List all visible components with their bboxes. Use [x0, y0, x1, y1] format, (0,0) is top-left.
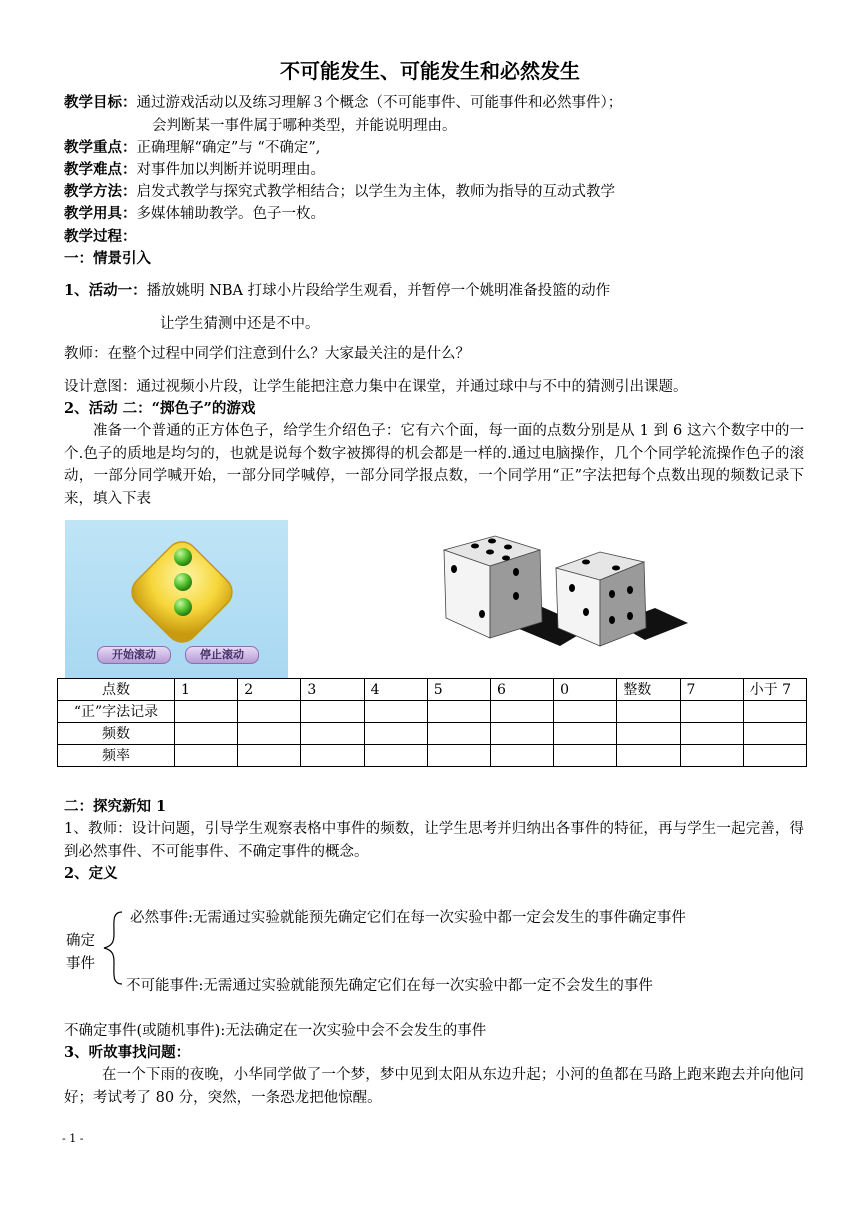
section2-heading: 二：探究新知 1 — [64, 798, 167, 815]
table-cell — [301, 723, 364, 745]
activity1-cont: 让学生猜测中还是不中。 — [160, 316, 320, 332]
two-dice-icon — [440, 528, 690, 648]
meta-text: 对事件加以判断并说明理由。 — [136, 162, 325, 178]
table-cell — [238, 745, 301, 767]
table-cell — [175, 745, 238, 767]
definition-uncertain: 不确定事件(或随机事件):无法确定在一次实验中会不会发生的事件 — [64, 1023, 487, 1039]
table-cell — [490, 745, 553, 767]
table-cell — [364, 723, 427, 745]
definition-certain: 必然事件:无需通过实验就能预先确定它们在每一次实验中都一定会发生的事件确定事件 — [130, 910, 686, 926]
table-header-cell: 2 — [238, 679, 301, 701]
table-header-cell: 1 — [175, 679, 238, 701]
section2-item3-heading: 3、听故事找问题： — [64, 1044, 191, 1061]
table-header-cell: 3 — [301, 679, 364, 701]
table-cell — [427, 723, 490, 745]
table-cell — [680, 701, 743, 723]
table-cell — [301, 701, 364, 723]
table-cell — [743, 745, 806, 767]
table-cell — [743, 701, 806, 723]
table-cell — [175, 701, 238, 723]
table-cell — [554, 723, 617, 745]
meta-text: 启发式教学与探究式教学相结合；以学生为主体，教师为指导的互动式教学 — [136, 184, 615, 200]
meta-objective-cont: 会判断某一事件属于哪种类型，并能说明理由。 — [152, 118, 457, 134]
table-header-cell: 小于 7 — [743, 679, 806, 701]
table-cell — [364, 701, 427, 723]
record-table — [57, 678, 807, 767]
table-header-cell: 7 — [680, 679, 743, 701]
table-row — [58, 745, 807, 767]
table-header-cell: 整数 — [617, 679, 680, 701]
dice-widget — [65, 520, 288, 678]
table-cell — [301, 745, 364, 767]
table-cell — [617, 723, 680, 745]
page-title: 不可能发生、可能发生和必然发生 — [280, 59, 580, 83]
meta-text: 多媒体辅助教学。色子一枚。 — [136, 206, 325, 222]
table-cell — [175, 723, 238, 745]
teacher-question: 教师：在整个过程中同学们注意到什么？大家最关注的是什么？ — [64, 346, 470, 362]
meta-label: 教学用具： — [64, 205, 137, 222]
meta-text: 正确理解“确定”与 “不确定”, — [136, 140, 321, 156]
table-cell — [554, 701, 617, 723]
table-header-cell: 点数 — [58, 679, 175, 701]
meta-text: 通过游戏活动以及练习理解３个概念（不可能事件、可能事件和必然事件）； — [136, 95, 623, 111]
meta-tools — [64, 203, 325, 225]
meta-label: 教学方法： — [64, 183, 137, 200]
section2-item1: 1、教师：设计问题，引导学生观察表格中事件的频数，让学生思考并归纳出各事件的特征，再与学生一起完善，得到必然事件、不可能事件、不确定事件的概念。 — [64, 821, 804, 860]
story-paragraph: 在一个下雨的夜晚，小华同学做了一个梦，梦中见到太阳从东边升起；小河的鱼都在马路上跑来跑去并向他问好；考试考了 80 分，突然，一条恐龙把他惊醒。 — [64, 1067, 804, 1106]
table-row-label: 频率 — [58, 745, 175, 767]
table-row-label: “正”字法记录 — [58, 701, 175, 723]
table-cell — [617, 745, 680, 767]
meta-process: 教学过程： — [64, 228, 137, 245]
brace-label: 事件 — [66, 956, 95, 972]
meta-label: 教学目标： — [64, 94, 137, 111]
table-header-cell: 6 — [490, 679, 553, 701]
meta-difficulty — [64, 159, 325, 181]
table-cell — [427, 745, 490, 767]
activity1-text: 播放姚明 NBA 打球小片段给学生观看，并暂停一个姚明准备投篮的动作 — [146, 283, 611, 299]
table-row — [58, 723, 807, 745]
table-cell — [680, 745, 743, 767]
meta-label: 教学难点： — [64, 161, 137, 178]
table-row — [58, 701, 807, 723]
table-header-row — [58, 679, 807, 701]
activity1 — [64, 280, 610, 302]
stop-roll-button[interactable]: 停止滚动 — [185, 646, 259, 664]
table-cell — [364, 745, 427, 767]
brace-label: 确定 — [66, 933, 95, 949]
table-cell — [490, 723, 553, 745]
section1-heading: 一：情景引入 — [64, 250, 151, 267]
table-cell — [554, 745, 617, 767]
table-cell — [427, 701, 490, 723]
table-cell — [238, 701, 301, 723]
table-header-cell: 4 — [364, 679, 427, 701]
table-cell — [617, 701, 680, 723]
activity1-label: 1、活动一： — [64, 282, 147, 299]
table-cell — [743, 723, 806, 745]
meta-method — [64, 181, 615, 203]
table-row-label: 频数 — [58, 723, 175, 745]
yellow-die-icon — [65, 520, 288, 650]
design-intent: 设计意图：通过视频小片段，让学生能把注意力集中在课堂，并通过球中与不中的猜测引出课题。 — [64, 379, 688, 395]
table-cell — [238, 723, 301, 745]
table-header-cell: 5 — [427, 679, 490, 701]
start-roll-button[interactable]: 开始滚动 — [97, 646, 171, 664]
section2-item2-heading: 2、定义 — [64, 865, 118, 882]
meta-key-point — [64, 137, 320, 159]
table-header-cell: 0 — [554, 679, 617, 701]
definition-impossible: 不可能事件:无需通过实验就能预先确定它们在每一次实验中都一定不会发生的事件 — [126, 978, 653, 994]
curly-brace-icon — [100, 910, 124, 986]
meta-label: 教学重点： — [64, 139, 137, 156]
page-number: - 1 - — [62, 1132, 84, 1145]
activity2-heading: 2、活动 二：“掷色子”的游戏 — [64, 400, 256, 417]
table-cell — [680, 723, 743, 745]
table-cell — [490, 701, 553, 723]
meta-objective — [64, 92, 622, 114]
activity2-paragraph: 准备一个普通的正方体色子，给学生介绍色子：它有六个面，每一面的点数分别是从 1 到 6 这六个数字中的一个.色子的质地是均匀的，也就是说每个数字被掷得的机会都是一样的.通过电脑操作，几个个同学轮流操作色子的滚动，一部分同学喊开始，一部分同学喊停，一部分同学报点数，一个同学用“正”字法把每个点数出现的频数记录下来，填入下表 — [64, 423, 804, 507]
